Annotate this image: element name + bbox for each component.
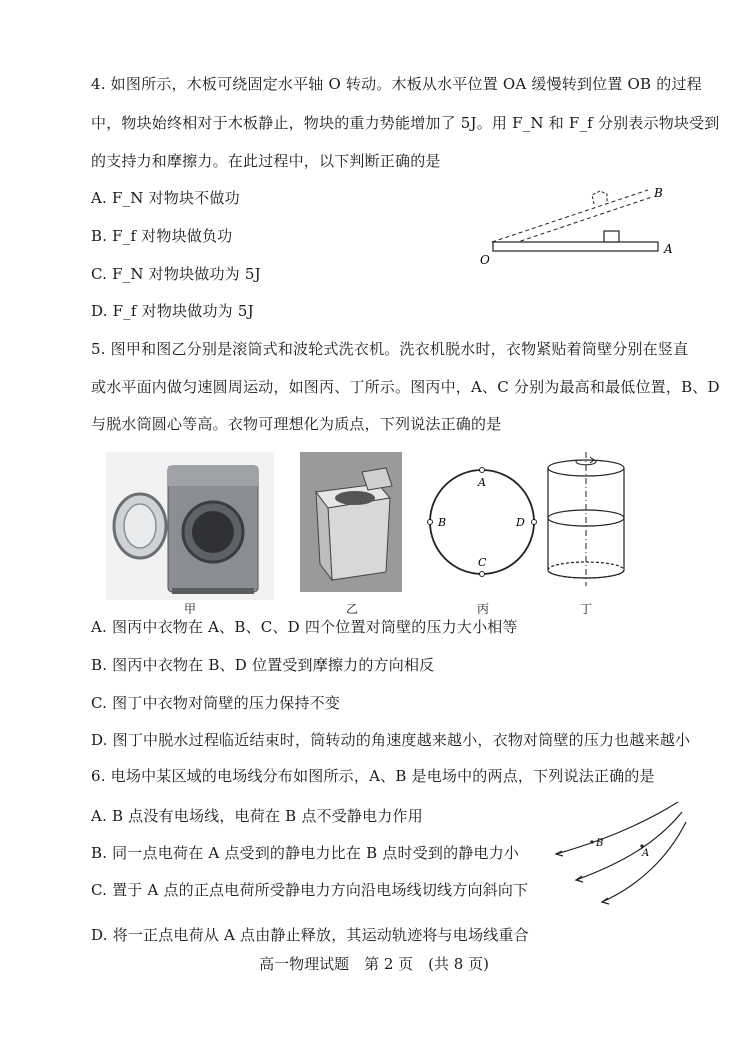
caption-yi: 乙 xyxy=(345,602,358,616)
q6-option-c: C. 置于 A 点的正点电荷所受静电力方向沿电场线切线方向斜向下 xyxy=(91,881,529,899)
field-label-b: B xyxy=(596,838,604,849)
q6-option-d: D. 将一正点电荷从 A 点由静止释放，其运动轨迹将与电场线重合 xyxy=(91,926,529,944)
q4-option-b: B. F_f 对物块做负功 xyxy=(91,227,233,245)
q4-board-diagram xyxy=(476,180,686,270)
vertical-drum-diagram xyxy=(424,460,544,584)
field-label-a: A xyxy=(642,848,650,859)
caption-jia: 甲 xyxy=(183,602,196,616)
q5-option-b: B. 图丙中衣物在 B、D 位置受到摩擦力的方向相反 xyxy=(91,656,435,674)
q4-stem-line2: 中，物块始终相对于木板静止，物块的重力势能增加了 5J。用 F_N 和 F_f 分别表示物块受到 xyxy=(91,114,720,132)
q5-stem-line1: 5. 图甲和图乙分别是滚筒式和波轮式洗衣机。洗衣机脱水时，衣物紧贴着筒壁分别在竖直 xyxy=(91,340,689,358)
q4-stem-line3: 的支持力和摩擦力。在此过程中，以下判断正确的是 xyxy=(91,152,441,170)
front-load-washer-image xyxy=(106,452,274,600)
q6-option-b: B. 同一点电荷在 A 点受到的静电力比在 B 点时受到的静电力小 xyxy=(91,844,520,862)
q5-option-d: D. 图丁中脱水过程临近结束时，筒转动的角速度越来越小，衣物对筒壁的压力也越来越小 xyxy=(91,731,691,749)
circle-label-b: B xyxy=(438,516,447,529)
caption-bing: 丙 xyxy=(476,602,489,616)
q4-option-d: D. F_f 对物块做功为 5J xyxy=(91,302,254,320)
q4-label-a: A xyxy=(664,242,673,256)
circle-label-d: D xyxy=(516,516,525,529)
q4-label-b: B xyxy=(654,186,663,200)
front-load-washer-illustration xyxy=(106,452,274,600)
cylinder-drum-diagram xyxy=(540,452,636,588)
q6-option-a: A. B 点没有电场线，电荷在 B 点不受静电力作用 xyxy=(91,807,423,825)
circle-label-a: A xyxy=(478,476,486,489)
page-footer: 高一物理试题 第 2 页 (共 8 页) xyxy=(259,955,489,973)
circle-label-c: C xyxy=(478,556,487,569)
q4-stem-line1: 4. 如图所示，木板可绕固定水平轴 O 转动。木板从水平位置 OA 缓慢转到位置 OB 的过程 xyxy=(91,75,702,93)
electric-field-diagram xyxy=(546,798,696,910)
caption-ding: 丁 xyxy=(579,602,592,616)
q5-option-a: A. 图丙中衣物在 A、B、C、D 四个位置对筒壁的压力大小相等 xyxy=(91,618,518,636)
top-load-washer-illustration xyxy=(300,452,402,592)
q5-option-c: C. 图丁中衣物对筒壁的压力保持不变 xyxy=(91,694,341,712)
q4-option-a: A. F_N 对物块不做功 xyxy=(91,189,240,207)
q5-stem-line3: 与脱水筒圆心等高。衣物可理想化为质点，下列说法正确的是 xyxy=(91,415,502,433)
q6-stem-line1: 6. 电场中某区域的电场线分布如图所示，A、B 是电场中的两点，下列说法正确的是 xyxy=(91,767,655,785)
q5-stem-line2: 或水平面内做匀速圆周运动，如图丙、丁所示。图丙中，A、C 分别为最高和最低位置，B、D xyxy=(91,378,720,396)
q4-option-c: C. F_N 对物块做功为 5J xyxy=(91,265,261,283)
top-load-washer-image xyxy=(300,452,402,592)
q4-label-o: O xyxy=(480,253,490,267)
